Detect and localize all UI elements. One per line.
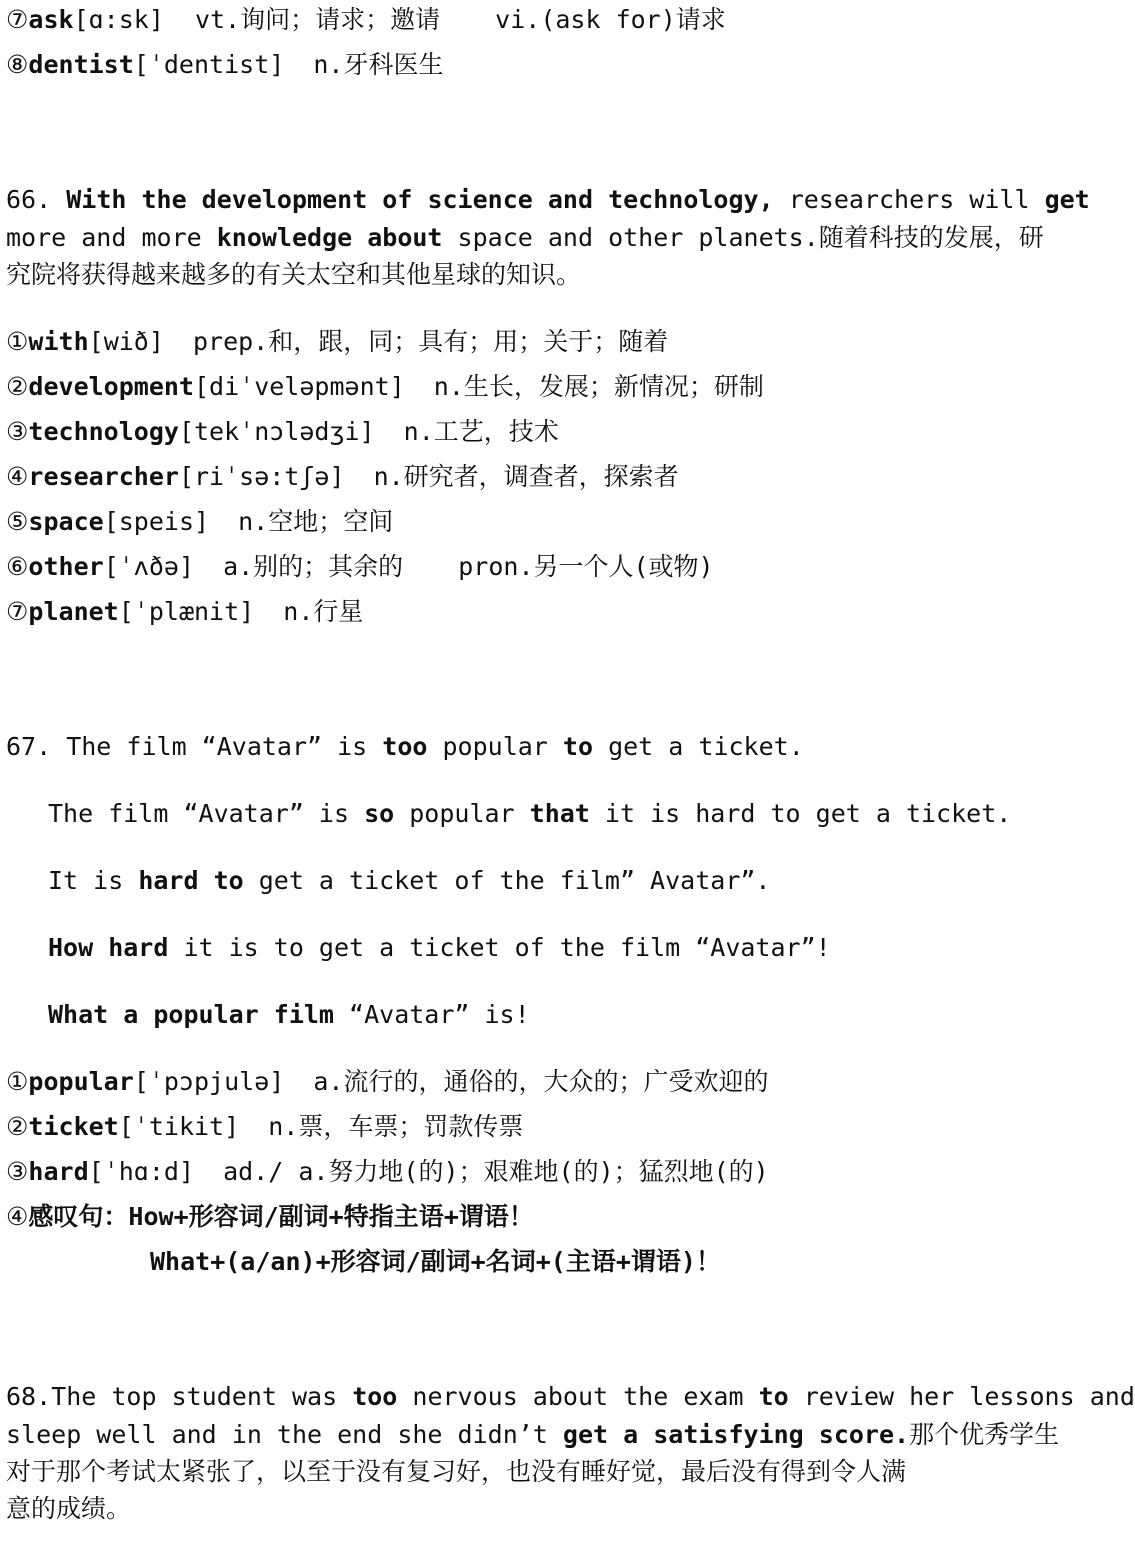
text-fragment: [ɑ:sk] — [73, 5, 164, 34]
text-fragment: ② — [6, 372, 29, 401]
text-fragment: n.票，车票；罚款传票 — [268, 1112, 524, 1141]
vocab-entry — [6, 369, 1066, 405]
text-fragment: [ˈdentist] — [133, 50, 285, 79]
text-fragment: too — [382, 732, 428, 761]
text-fragment: review her lessons and — [788, 1382, 1135, 1411]
text-fragment: popular — [28, 1067, 134, 1096]
text-fragment: [speis] — [103, 507, 210, 536]
vocab-entry — [6, 2, 1066, 38]
text-fragment: ⑧ — [6, 50, 29, 79]
text-fragment: prep.和，跟，同；具有；用；关于；随着 — [192, 327, 669, 356]
text-fragment: 66. — [6, 185, 52, 214]
text-fragment: ③ — [6, 1157, 29, 1186]
text-fragment: a.别的；其余的 — [223, 552, 404, 581]
sentence-67-variant — [48, 930, 1066, 966]
vocab-entry — [6, 504, 1066, 540]
text-fragment: ⑦ — [6, 5, 29, 34]
text-fragment: pron.另一个人(或物) — [458, 552, 714, 581]
text-fragment: n.研究者，调查者，探索者 — [373, 462, 679, 491]
vocab-entry — [6, 1109, 1066, 1145]
text-fragment: ④ — [6, 462, 29, 491]
text-fragment: nervous about the exam — [397, 1382, 759, 1411]
text-fragment: it is to get a ticket of the film “Avatar”! — [168, 933, 831, 962]
sentence-68-line1 — [6, 1379, 1135, 1415]
text-fragment: [wið] — [88, 327, 164, 356]
text-fragment: it is hard to get a ticket. — [589, 799, 1012, 828]
text-fragment: hard — [28, 1157, 89, 1186]
sentence-67-variant — [48, 863, 1066, 899]
text-fragment: that — [529, 799, 590, 828]
text-fragment: other — [28, 552, 104, 581]
text-fragment: hard to — [138, 866, 244, 895]
sentence-66-line1 — [6, 182, 1090, 218]
text-fragment: What a popular film — [48, 1000, 334, 1029]
text-fragment: ⑤ — [6, 507, 29, 536]
text-fragment: [diˈveləpmənt] — [194, 372, 405, 401]
text-fragment: 68.The top student was — [6, 1382, 353, 1411]
text-fragment: popular — [427, 732, 563, 761]
text-fragment: popular — [394, 799, 530, 828]
vocab-entry — [6, 1154, 1066, 1190]
text-fragment: a.流行的，通俗的，大众的；广受欢迎的 — [313, 1067, 769, 1096]
text-fragment: 对于那个考试太紧张了，以至于没有复习好，也没有睡好觉，最后没有得到令人满 — [6, 1457, 907, 1486]
text-fragment: [tekˈnɔlədʒi] — [178, 417, 375, 446]
text-fragment: It is — [48, 866, 139, 895]
text-fragment: ticket — [28, 1112, 119, 1141]
text-fragment: 67. The film “Avatar” is — [6, 732, 383, 761]
text-fragment: The film “Avatar” is — [48, 799, 365, 828]
text-fragment: researchers will — [773, 185, 1045, 214]
text-fragment: ④ — [6, 1202, 29, 1231]
text-fragment: n.行星 — [283, 597, 364, 626]
sentence-66-line3 — [6, 257, 1066, 293]
text-fragment: ② — [6, 1112, 29, 1141]
text-fragment: 感叹句：How+形容词/副词+特指主语+谓语！ — [28, 1202, 534, 1231]
text-fragment: get a ticket. — [593, 732, 804, 761]
sentence-67-variant — [48, 796, 1066, 832]
text-fragment: How hard — [48, 933, 169, 962]
vocab-entry — [6, 414, 1066, 450]
text-fragment: researcher — [28, 462, 179, 491]
text-fragment: so — [364, 799, 395, 828]
text-fragment: development — [28, 372, 194, 401]
text-fragment: sleep well and in the end she didn’t — [6, 1420, 563, 1449]
text-fragment: [ˈpɔpjulə] — [133, 1067, 285, 1096]
vocab-word: ask — [28, 5, 74, 34]
text-fragment: space and other planets. — [442, 223, 819, 252]
text-fragment: [ˈhɑ:d] — [88, 1157, 194, 1186]
grammar-note-line2 — [150, 1244, 1066, 1280]
vocab-entry — [6, 549, 1066, 585]
text-fragment: 究院将获得越来越多的有关太空和其他星球的知识。 — [6, 260, 582, 289]
sentence-68-line3 — [6, 1454, 1066, 1490]
text-fragment: What+(a/an)+形容词/副词+名词+(主语+谓语)！ — [150, 1247, 721, 1276]
text-fragment: ⑥ — [6, 552, 29, 581]
text-fragment: ad./ a.努力地(的)；艰难地(的)；猛烈地(的) — [223, 1157, 769, 1186]
text-fragment: 意的成绩。 — [6, 1494, 132, 1523]
vocab-entry — [6, 594, 1066, 630]
sentence-68-line4 — [6, 1491, 1066, 1527]
text-fragment: n.生长，发展；新情况；研制 — [433, 372, 764, 401]
text-fragment: [riˈsə:tʃə] — [178, 462, 345, 491]
text-fragment: [ˈtikit] — [118, 1112, 240, 1141]
text-fragment: too — [352, 1382, 398, 1411]
vocab-entry — [6, 47, 1066, 83]
text-fragment: technology — [28, 417, 179, 446]
vocab-entry — [6, 324, 1066, 360]
text-fragment: “Avatar” is! — [333, 1000, 530, 1029]
text-fragment: 随着科技的发展，研 — [818, 223, 1044, 252]
text-fragment: get — [1044, 185, 1090, 214]
text-fragment: ① — [6, 1067, 29, 1096]
text-fragment: get a ticket of the film” Avatar”. — [243, 866, 771, 895]
text-fragment: n.工艺，技术 — [403, 417, 559, 446]
grammar-note — [6, 1199, 1066, 1235]
vocab-word: dentist — [28, 50, 134, 79]
text-fragment: ③ — [6, 417, 29, 446]
sentence-67-variant — [48, 997, 1066, 1033]
text-fragment: space — [28, 507, 104, 536]
text-fragment: n.空地；空间 — [238, 507, 394, 536]
text-fragment: [ˈʌðə] — [103, 552, 194, 581]
text-fragment: vi.(ask for)请求 — [495, 5, 726, 34]
text-fragment: to — [562, 732, 594, 761]
vocab-entry — [6, 459, 1066, 495]
text-fragment: knowledge about — [216, 223, 443, 252]
text-fragment: n.牙科医生 — [313, 50, 444, 79]
text-fragment: planet — [28, 597, 119, 626]
sentence-68-line2 — [6, 1417, 1066, 1453]
sentence-67-line1 — [6, 729, 1066, 765]
text-fragment: vt.询问；请求；邀请 — [194, 5, 441, 34]
sentence-66-line2 — [6, 220, 1066, 256]
vocab-entry — [6, 1064, 1066, 1100]
text-fragment: with — [28, 327, 89, 356]
text-fragment: ① — [6, 327, 29, 356]
text-fragment: more and more — [6, 223, 217, 252]
text-fragment: get a satisfying score. — [562, 1420, 910, 1449]
text-fragment: 那个优秀学生 — [909, 1420, 1060, 1449]
text-fragment: [ˈplænit] — [118, 597, 255, 626]
text-fragment: to — [758, 1382, 789, 1411]
text-fragment: ⑦ — [6, 597, 29, 626]
text-fragment: With the development of science and technology, — [66, 185, 774, 214]
